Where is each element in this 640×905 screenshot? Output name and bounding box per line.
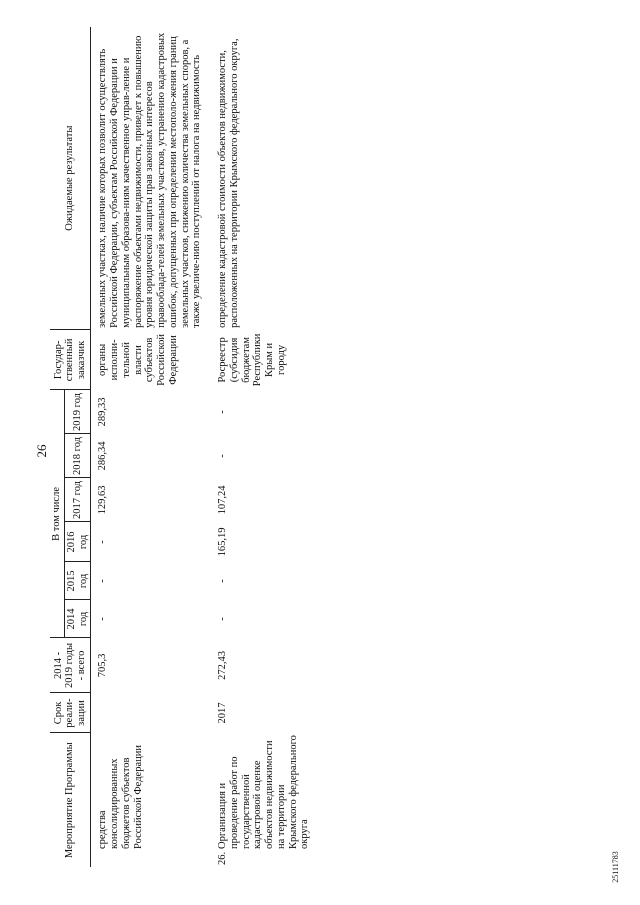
y2018-cell: -	[217, 454, 228, 458]
total-cell: 272,43	[217, 651, 228, 680]
customer-cell: органы исполни-тельной власти субъектов Российской Федерации	[97, 334, 179, 386]
results-cell: определение кадастровой стоимости объектов недвижимости, расположенных на территории Крымского федерального округа,	[217, 38, 240, 328]
rotated-table-container	[50, 27, 590, 867]
row-number	[91, 851, 204, 867]
measure-cell: средства консолидированных бюджетов субъектов Российской Федерации	[97, 745, 144, 849]
table-row	[216, 27, 312, 867]
header-2016: 2016 год	[64, 522, 91, 562]
header-2019: 2019 год	[64, 390, 91, 434]
y2017-cell: 107,24	[217, 485, 228, 515]
header-2017: 2017 год	[64, 478, 91, 522]
y2014-cell: -	[217, 617, 228, 621]
total-cell: 705,3	[97, 653, 109, 678]
page-number: 26	[34, 444, 49, 458]
header-including: В том числе	[50, 390, 64, 638]
header-2015: 2015 год	[64, 562, 91, 600]
header-2018: 2018 год	[64, 434, 91, 478]
y2019-cell: 289,33	[97, 397, 109, 427]
row-number: 26.	[217, 851, 228, 865]
term-cell	[91, 693, 204, 733]
term-cell: 2017	[217, 702, 228, 724]
y2019-cell: -	[217, 410, 228, 414]
document-code: 25111783	[611, 851, 620, 883]
program-measures-table	[50, 27, 312, 867]
measure-cell: Организация и проведение работ по государственной кадастровой оценке объектов недвижимости на территории Крымского федерального округа	[217, 735, 311, 849]
y2018-cell: 286,34	[97, 441, 109, 471]
header-measure: Мероприятие Программы	[50, 733, 91, 867]
y2014-cell: -	[97, 617, 109, 621]
header-term: Срок реали-зации	[50, 693, 91, 733]
row-spacer	[204, 27, 216, 867]
header-total: 2014 - 2019 годы - всего	[50, 638, 91, 693]
y2015-cell: -	[217, 579, 228, 583]
results-cell: земельных участках, наличие которых позволит осуществлять Российской Федерации, субъектам Российской Федерации и муниципальным образова-ниям качественное управ-ление и распоряжение объектами недвижимости, приведет к повышению уровня юридической защиты прав законных интересов правообладa-телей земельных участков, устранению кадастровых ошибок, допущенных при определении местополо-жения границ земельных участков, снижению количества земельных споров, а также увеличе-нию поступлений от налога на недвижимость	[97, 32, 203, 328]
header-customer: Государ-ственный заказчик	[50, 330, 91, 390]
y2015-cell: -	[97, 579, 109, 583]
table-row	[91, 27, 204, 867]
y2017-cell: 129,63	[97, 485, 109, 515]
y2016-cell: -	[97, 540, 109, 544]
customer-cell: Росреестр (субсидия бюджетам Республики Крым и городу	[217, 333, 287, 387]
header-results: Ожидаемые результаты	[64, 125, 76, 231]
y2016-cell: 165,19	[217, 527, 228, 557]
header-2014: 2014 год	[64, 600, 91, 638]
